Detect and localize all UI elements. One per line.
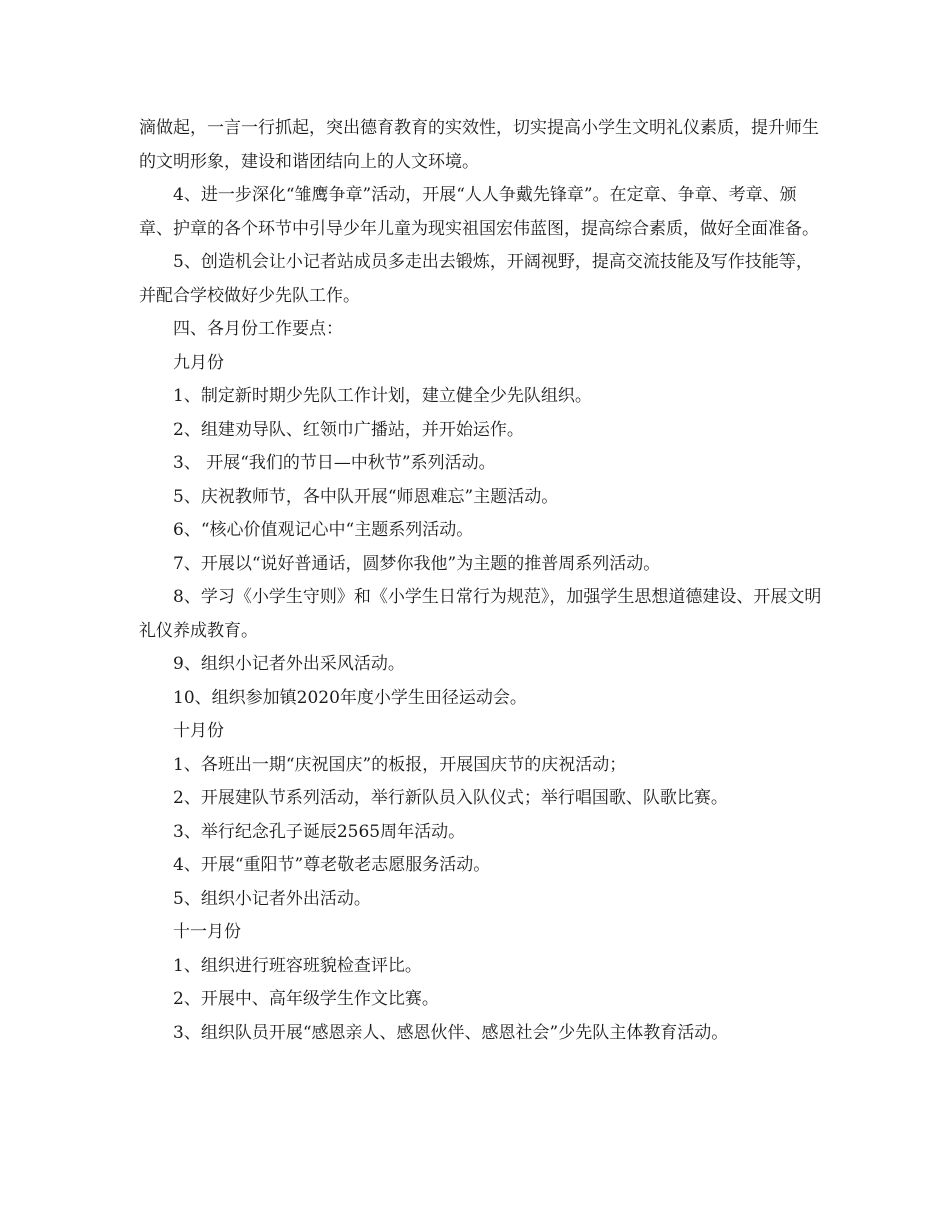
list-item: 4、开展“重阳节”尊老敬老志愿服务活动。 bbox=[173, 855, 491, 875]
point-5: 5、创造机会让小记者站成员多走出去锻炼，开阔视野，提高交流技能及写作技能等，并配合学校做好少先队工作。 bbox=[139, 252, 813, 306]
document-body bbox=[139, 112, 829, 1050]
list-item: 2、组建劝导队、红领巾广播站，并开始运作。 bbox=[173, 419, 524, 440]
list-item: 1、组织进行班容班貌检查评比。 bbox=[173, 955, 422, 976]
list-item: 2、开展中、高年级学生作文比赛。 bbox=[173, 989, 439, 1009]
section-heading: 四、各月份工作要点： bbox=[173, 319, 343, 339]
list-item: 9、组织小记者外出采风活动。 bbox=[173, 654, 405, 674]
intro-continuation: 滴做起，一言一行抓起，突出德育教育的实效性，切实提高小学生文明礼仪素质，提升师生的文明形象，建设和谐团结向上的人文环境。 bbox=[139, 118, 819, 172]
month-heading-november: 十一月份 bbox=[173, 922, 241, 942]
list-item: 1、制定新时期少先队工作计划，建立健全少先队组织。 bbox=[173, 386, 592, 406]
month-heading-september: 九月份 bbox=[173, 352, 224, 373]
list-item: 3、 开展“我们的节日—中秋节”系列活动。 bbox=[173, 453, 496, 473]
list-item: 3、组织队员开展“感恩亲人、感恩伙伴、感恩社会”少先队主体教育活动。 bbox=[173, 1022, 729, 1043]
list-item: 5、组织小记者外出活动。 bbox=[173, 888, 371, 909]
month-heading-october: 十月份 bbox=[173, 721, 224, 741]
list-item: 2、开展建队节系列活动，举行新队员入队仪式；举行唱国歌、队歌比赛。 bbox=[173, 788, 728, 808]
point-4: 4、进一步深化“雏鹰争章”活动，开展“人人争戴先锋章”。在定章、争章、考章、颁章、护章的各个环节中引导少年儿童为现实祖国宏伟蓝图，提高综合素质，做好全面准备。 bbox=[139, 185, 819, 239]
list-item: 5、庆祝教师节，各中队开展“师恩难忘”主题活动。 bbox=[173, 486, 559, 507]
list-item: 1、各班出一期“庆祝国庆”的板报，开展国庆节的庆祝活动； bbox=[173, 754, 627, 775]
list-item: 3、举行纪念孔子诞辰2565周年活动。 bbox=[173, 821, 466, 842]
list-item: 10、组织参加镇2020年度小学生田径运动会。 bbox=[173, 687, 527, 708]
list-item: 6、“核心价值观记心中“主题系列活动。 bbox=[173, 520, 474, 540]
list-item: 8、学习《小学生守则》和《小学生日常行为规范》，加强学生思想道德建设、开展文明礼仪养成教育。 bbox=[139, 587, 822, 641]
list-item: 7、开展以“说好普通话，圆梦你我他”为主题的推普周系列活动。 bbox=[173, 553, 661, 574]
